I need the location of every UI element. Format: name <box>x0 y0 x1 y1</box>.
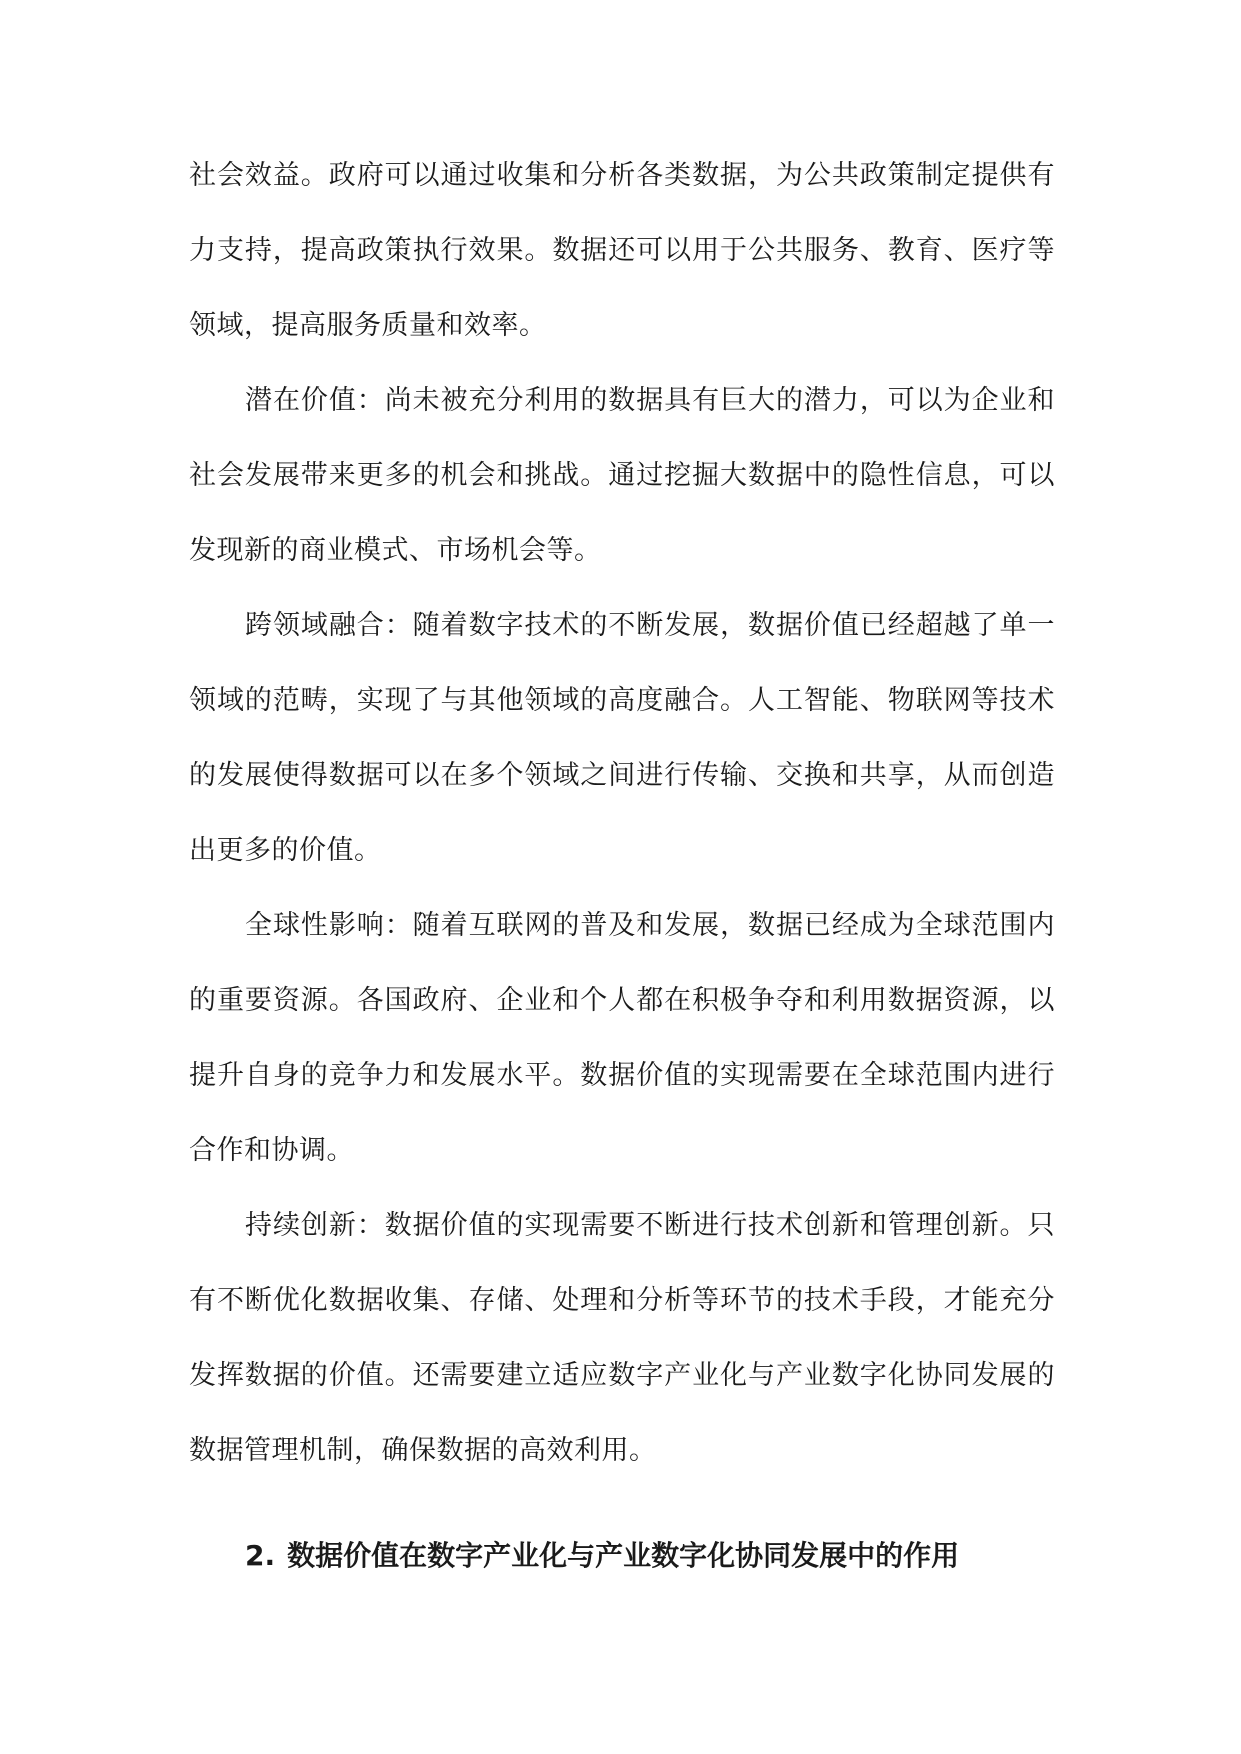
section-number: 2. <box>245 1539 276 1572</box>
paragraph-social-benefit: 社会效益。政府可以通过收集和分析各类数据，为公共政策制定提供有力支持，提高政策执行效果。数据还可以用于公共服务、教育、医疗等领域，提高服务质量和效率。 <box>189 160 1055 341</box>
section-title: 数据价值在数字产业化与产业数字化协同发展中的作用 <box>287 1539 960 1572</box>
paragraph-global-impact: 全球性影响：随着互联网的普及和发展，数据已经成为全球范围内的重要资源。各国政府、企业和个人都在积极争夺和利用数据资源，以提升自身的竞争力和发展水平。数据价值的实现需要在全球范围内进行合作和协调。 <box>189 910 1055 1166</box>
section-heading <box>189 1488 1055 1593</box>
paragraph-continuous-innovation: 持续创新：数据价值的实现需要不断进行技术创新和管理创新。只有不断优化数据收集、存储、处理和分析等环节的技术手段，才能充分发挥数据的价值。还需要建立适应数字产业化与产业数字化协同发展的数据管理机制，确保数据的高效利用。 <box>189 1210 1055 1466</box>
paragraph-cross-domain-fusion: 跨领域融合：随着数字技术的不断发展，数据价值已经超越了单一领域的范畴，实现了与其他领域的高度融合。人工智能、物联网等技术的发展使得数据可以在多个领域之间进行传输、交换和共享，从而创造出更多的价值。 <box>189 610 1055 866</box>
document-page <box>189 138 1055 1593</box>
paragraph-potential-value: 潜在价值：尚未被充分利用的数据具有巨大的潜力，可以为企业和社会发展带来更多的机会和挑战。通过挖掘大数据中的隐性信息，可以发现新的商业模式、市场机会等。 <box>189 385 1055 566</box>
